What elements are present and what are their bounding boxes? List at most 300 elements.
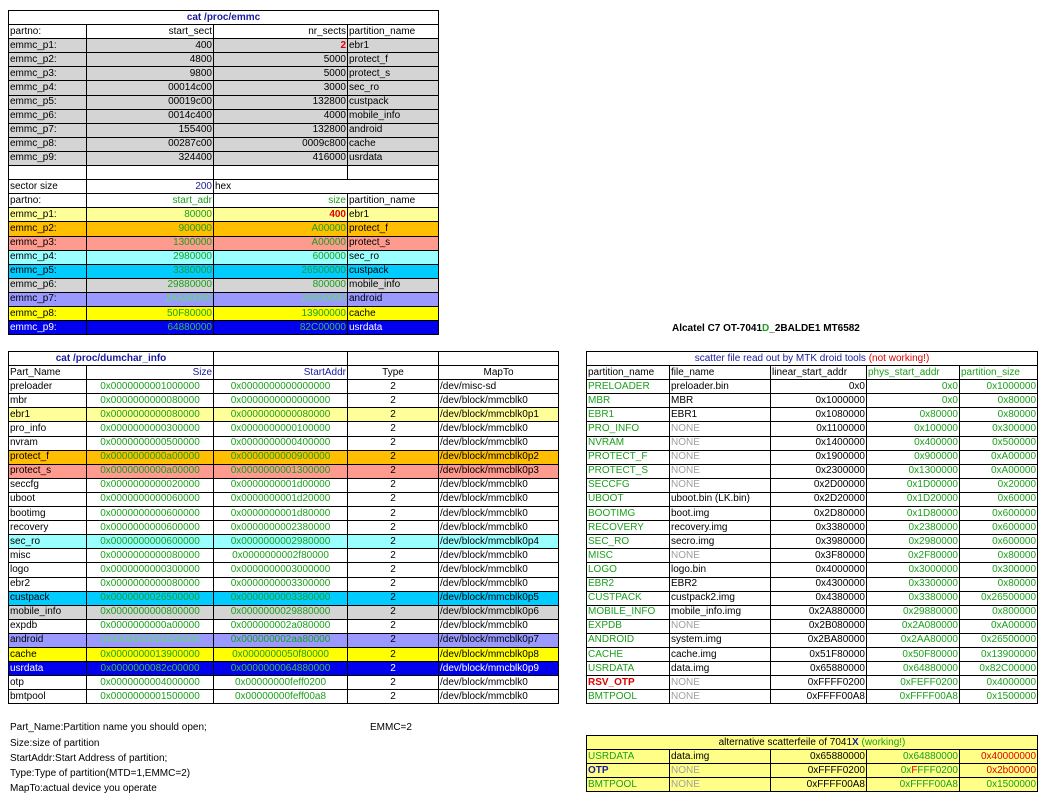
table-cell: 0x0000000050f80000 [214, 647, 348, 661]
table-cell: EBR1 [670, 408, 771, 422]
table-cell: 2AA80000 [87, 292, 214, 306]
table-cell: protect_f [9, 450, 87, 464]
table-cell: EBR2 [670, 577, 771, 591]
table-cell: 0x64880000 [867, 750, 960, 764]
table-cell: 0x600000 [960, 535, 1038, 549]
table-cell: MBR [670, 394, 771, 408]
table-cell: 0x1000000 [771, 394, 867, 408]
table-cell: RECOVERY [587, 521, 670, 535]
table-cell: 0x0000000000600000 [87, 521, 214, 535]
table-cell: 00287c00 [87, 137, 214, 151]
alt-row [587, 764, 1038, 778]
table-cell: protect_s [348, 67, 439, 81]
table-cell: 0x1400000 [771, 436, 867, 450]
table-cell: RSV_OTP [587, 676, 670, 690]
table-cell: 0x0000000082c00000 [87, 662, 214, 676]
emmc-row [9, 151, 439, 165]
table-cell: 80000 [87, 208, 214, 222]
table-cell: 0xA00000 [960, 450, 1038, 464]
table-cell: 0x0000000000500000 [87, 436, 214, 450]
table-cell: 0x100000 [867, 422, 960, 436]
table-cell: 0x0000000000000000 [214, 380, 348, 394]
table-cell: data.img [670, 750, 771, 764]
table-cell: 0x0000000002f80000 [214, 549, 348, 563]
table-cell: 0x4000000 [960, 676, 1038, 690]
table-cell: bootimg [9, 507, 87, 521]
table-cell: 0x0000000000a00000 [87, 619, 214, 633]
table-cell: /dev/block/mmcblk0p5 [439, 591, 559, 605]
emmc-table [8, 10, 439, 335]
table-cell: 0x65880000 [771, 662, 867, 676]
table-cell: custpack [348, 264, 439, 278]
table-cell: 0x2D00000 [771, 478, 867, 492]
table-cell: 26500000 [214, 292, 348, 306]
table-cell: 0x1900000 [771, 450, 867, 464]
table-cell: 0x0000000000a00000 [87, 464, 214, 478]
table-cell: 2 [348, 408, 439, 422]
table-cell: 0x80000 [960, 394, 1038, 408]
dumchar-row [9, 507, 559, 521]
table-cell: 0x0000000000080000 [87, 549, 214, 563]
table-cell: 3380000 [87, 264, 214, 278]
table-cell: 0x3980000 [771, 535, 867, 549]
table-cell: 0x80000 [960, 549, 1038, 563]
emmc-addr-row [9, 306, 439, 320]
table-cell: pro_info [9, 422, 87, 436]
table-cell: 2 [348, 549, 439, 563]
emmc-note: EMMC=2 [370, 722, 412, 733]
table-cell: 0x3300000 [867, 577, 960, 591]
table-cell: NONE [670, 450, 771, 464]
table-cell: mobile_info.img [670, 605, 771, 619]
table-cell: sec_ro [348, 81, 439, 95]
table-cell: 0x3000000 [867, 563, 960, 577]
table-cell: ebr1 [348, 39, 439, 53]
table-cell: 2 [348, 478, 439, 492]
emmc-row [9, 81, 439, 95]
table-cell: 0x2b00000 [960, 764, 1038, 778]
dumchar-table [8, 351, 559, 704]
table-cell: 0x80000 [867, 408, 960, 422]
scatter-title-text: scatter file read out by MTK droid tools [694, 352, 869, 364]
table-cell [439, 352, 559, 366]
table-cell: 0xFFFF00A8 [771, 778, 867, 792]
table-cell: 0x1000000 [960, 380, 1038, 394]
table-cell: /dev/block/mmcblk0p7 [439, 633, 559, 647]
table-cell: /dev/block/mmcblk0p8 [439, 647, 559, 661]
table-cell: CACHE [587, 647, 670, 661]
table-cell: 3000 [214, 81, 348, 95]
table-cell: 0x2F80000 [867, 549, 960, 563]
table-cell: 0x0000000001300000 [214, 464, 348, 478]
emmc-addr-row [9, 222, 439, 236]
table-cell: 2 [348, 380, 439, 394]
table-cell: 0x0000000000800000 [87, 605, 214, 619]
table-cell: 0x0000000003000000 [214, 563, 348, 577]
emmc-row [9, 39, 439, 53]
dumchar-row [9, 591, 559, 605]
scatter-row [587, 380, 1038, 394]
table-cell: 0x1D00000 [867, 478, 960, 492]
table-cell: emmc_p8: [9, 306, 87, 320]
scatter-row [587, 605, 1038, 619]
dumchar-row [9, 436, 559, 450]
table-cell: emmc_p7: [9, 123, 87, 137]
emmc-header2-row [9, 194, 439, 208]
table-cell: USRDATA [587, 662, 670, 676]
table-cell: 0x0000000001d00000 [214, 478, 348, 492]
emmc-addr-row [9, 250, 439, 264]
table-cell: 0x60000 [960, 492, 1038, 506]
table-cell: cache.img [670, 647, 771, 661]
table-cell: 2 [348, 647, 439, 661]
table-cell: 0x0000000000000000 [214, 394, 348, 408]
emmc-addr-row [9, 264, 439, 278]
sector-size-row [9, 180, 439, 194]
table-cell: PRO_INFO [587, 422, 670, 436]
table-cell: /dev/block/mmcblk0 [439, 394, 559, 408]
dumchar-row [9, 408, 559, 422]
table-cell: 0x400000 [867, 436, 960, 450]
table-cell: 0x1500000 [960, 778, 1038, 792]
table-cell: 0x0000000000900000 [214, 450, 348, 464]
table-cell: emmc_p4: [9, 250, 87, 264]
table-cell: 0xFEFF0200 [867, 676, 960, 690]
note-line: MapTo:actual device you operate [10, 783, 157, 794]
table-cell: cache [348, 137, 439, 151]
table-cell: /dev/block/mmcblk0 [439, 619, 559, 633]
dumchar-row [9, 394, 559, 408]
dumchar-row [9, 647, 559, 661]
table-cell: 0x26500000 [960, 591, 1038, 605]
table-cell: 2 [348, 690, 439, 704]
table-cell: 0x0000000000080000 [87, 408, 214, 422]
table-cell: /dev/block/mmcblk0p9 [439, 662, 559, 676]
table-cell: cache [348, 306, 439, 320]
table-cell: A00000 [214, 236, 348, 250]
otp-phys-changed: F [911, 764, 918, 776]
table-cell: 0x1500000 [960, 690, 1038, 704]
table-cell: 4800 [87, 53, 214, 67]
table-cell: 2 [348, 394, 439, 408]
note-line: Size:size of partition [10, 738, 100, 749]
table-cell: 0x0000000000400000 [214, 436, 348, 450]
table-cell: 416000 [214, 151, 348, 165]
column-header: StartAddr [214, 366, 348, 380]
table-cell: 2 [348, 676, 439, 690]
table-cell: 0x3380000 [867, 591, 960, 605]
dumchar-row [9, 535, 559, 549]
scatter-header-row [587, 366, 1038, 380]
table-cell: 0x0000000000600000 [87, 535, 214, 549]
table-cell: 0x2AA80000 [867, 633, 960, 647]
table-cell [348, 166, 439, 180]
dumchar-row [9, 549, 559, 563]
scatter-table [586, 351, 1038, 704]
table-cell: 0x80000 [960, 408, 1038, 422]
table-cell: sec_ro [9, 535, 87, 549]
table-cell: 0x1080000 [771, 408, 867, 422]
table-cell: 0x20000 [960, 478, 1038, 492]
table-cell: secro.img [670, 535, 771, 549]
table-cell: 2 [348, 450, 439, 464]
table-cell: 0x26500000 [960, 633, 1038, 647]
column-header: partition_name [348, 194, 439, 208]
table-cell: 0x0 [867, 380, 960, 394]
table-cell: NONE [670, 619, 771, 633]
scatter-row [587, 535, 1038, 549]
table-cell: 0x2300000 [771, 464, 867, 478]
table-cell: 0x00000000feff0200 [214, 676, 348, 690]
table-cell: 0x80000 [960, 577, 1038, 591]
table-cell: 2 [214, 39, 348, 53]
table-cell: 0x40000000 [960, 750, 1038, 764]
alt-title-working: (working!) [861, 736, 906, 748]
column-header: start_adr [87, 194, 214, 208]
table-cell: 9800 [87, 67, 214, 81]
table-cell: NONE [670, 436, 771, 450]
table-cell: usrdata [348, 151, 439, 165]
column-header: size [214, 194, 348, 208]
column-header: partno: [9, 194, 87, 208]
table-cell: OTP [587, 764, 670, 778]
table-cell: 0x0000000001d80000 [214, 507, 348, 521]
table-cell: android [348, 292, 439, 306]
table-cell: NONE [670, 478, 771, 492]
table-cell: 2 [348, 563, 439, 577]
table-cell: sec_ro [348, 250, 439, 264]
table-cell: 0x0000000001000000 [87, 380, 214, 394]
table-cell: 0x2380000 [867, 521, 960, 535]
scatter-row [587, 422, 1038, 436]
table-cell: 0xFFFF00A8 [771, 690, 867, 704]
table-cell: 132800 [214, 95, 348, 109]
table-cell: 0x0000000000060000 [87, 492, 214, 506]
emmc-addr-row [9, 278, 439, 292]
scatter-row [587, 633, 1038, 647]
table-cell: /dev/block/mmcblk0 [439, 676, 559, 690]
table-cell: ANDROID [587, 633, 670, 647]
table-cell: 0x0000000000300000 [87, 563, 214, 577]
table-cell: 0xFFFF0200 [771, 676, 867, 690]
table-cell: 0x65880000 [771, 750, 867, 764]
table-cell: 0x2B080000 [771, 619, 867, 633]
scatter-row [587, 577, 1038, 591]
table-cell: expdb [9, 619, 87, 633]
table-cell: SECCFG [587, 478, 670, 492]
table-cell: 4000 [214, 109, 348, 123]
table-cell: 0x13900000 [960, 647, 1038, 661]
table-cell: 0x0000000000300000 [87, 422, 214, 436]
emmc-blank-row [9, 166, 439, 180]
table-cell: seccfg [9, 478, 87, 492]
table-cell: 0x0000000001d20000 [214, 492, 348, 506]
column-header: Type [348, 366, 439, 380]
alt-title [587, 736, 1038, 750]
table-cell: 0x0000000002980000 [214, 535, 348, 549]
table-cell: USRDATA [587, 750, 670, 764]
table-cell: /dev/block/mmcblk0 [439, 422, 559, 436]
dumchar-row [9, 577, 559, 591]
note-line: Part_Name:Partition name you should open; [10, 722, 207, 733]
table-cell: /dev/block/mmcblk0p6 [439, 605, 559, 619]
table-cell: 0x2A880000 [771, 605, 867, 619]
table-cell: emmc_p7: [9, 292, 87, 306]
table-cell: emmc_p6: [9, 109, 87, 123]
column-header: partition_name [348, 25, 439, 39]
table-cell: 0x3F80000 [771, 549, 867, 563]
table-cell: 132800 [214, 123, 348, 137]
table-cell: emmc_p2: [9, 53, 87, 67]
table-cell: 2 [348, 591, 439, 605]
table-cell: recovery.img [670, 521, 771, 535]
table-cell: emmc_p5: [9, 95, 87, 109]
table-cell: 2 [348, 464, 439, 478]
table-cell: logo.bin [670, 563, 771, 577]
table-cell: preloader.bin [670, 380, 771, 394]
table-cell: BOOTIMG [587, 507, 670, 521]
column-header: phys_start_addr [867, 366, 960, 380]
scatter-row [587, 436, 1038, 450]
table-cell: 0x4380000 [771, 591, 867, 605]
alt-title-model: X [852, 736, 859, 748]
dumchar-title: cat /proc/dumchar_info [9, 352, 214, 366]
table-cell: NONE [670, 549, 771, 563]
table-cell [87, 166, 214, 180]
table-cell: 0x1D80000 [867, 507, 960, 521]
table-cell: 2 [348, 619, 439, 633]
table-cell: 0x2BA80000 [771, 633, 867, 647]
dumchar-header-row [9, 366, 559, 380]
dumchar-row [9, 690, 559, 704]
table-cell: emmc_p1: [9, 39, 87, 53]
table-cell: emmc_p2: [9, 222, 87, 236]
table-cell: 2 [348, 605, 439, 619]
column-header: Size [87, 366, 214, 380]
table-cell: 0x0000000064880000 [214, 662, 348, 676]
table-cell: 13900000 [214, 306, 348, 320]
emmc-row [9, 53, 439, 67]
emmc-row [9, 109, 439, 123]
column-header: linear_start_addr [771, 366, 867, 380]
table-cell: NVRAM [587, 436, 670, 450]
table-cell: /dev/block/mmcblk0p2 [439, 450, 559, 464]
alt-row [587, 750, 1038, 764]
table-cell: 0x0 [867, 394, 960, 408]
table-cell: 0x0000000004000000 [87, 676, 214, 690]
emmc-row [9, 137, 439, 151]
table-cell: mbr [9, 394, 87, 408]
table-cell [9, 166, 87, 180]
table-cell: BMTPOOL [587, 778, 670, 792]
table-cell: 324400 [87, 151, 214, 165]
table-cell: 0x64880000 [867, 662, 960, 676]
table-cell: 0x0000000002380000 [214, 521, 348, 535]
column-header: start_sect [87, 25, 214, 39]
note-line: StartAddr:Start Address of partition; [10, 753, 168, 764]
emmc-row [9, 95, 439, 109]
table-cell: 00014c00 [87, 81, 214, 95]
table-cell: PROTECT_F [587, 450, 670, 464]
table-cell: usrdata [348, 321, 439, 335]
table-cell: 800000 [214, 278, 348, 292]
table-cell: custpack [348, 95, 439, 109]
table-cell: PROTECT_S [587, 464, 670, 478]
sector-size-value: 200 [87, 180, 214, 194]
table-cell: 0xFFFF0200 [771, 764, 867, 778]
scatter-row [587, 521, 1038, 535]
table-cell: NONE [670, 690, 771, 704]
table-cell: NONE [670, 676, 771, 690]
table-cell: NONE [670, 778, 771, 792]
table-cell: 0x0000000029880000 [214, 605, 348, 619]
table-cell: /dev/block/mmcblk0 [439, 577, 559, 591]
table-cell: data.img [670, 662, 771, 676]
table-cell: usrdata [9, 662, 87, 676]
scatter-row [587, 408, 1038, 422]
table-cell: protect_f [348, 53, 439, 67]
table-cell: 0x300000 [960, 422, 1038, 436]
table-cell: emmc_p3: [9, 236, 87, 250]
table-cell: /dev/block/mmcblk0 [439, 690, 559, 704]
table-cell: 0x0000000000a00000 [87, 450, 214, 464]
table-cell: android [9, 633, 87, 647]
table-cell: 5000 [214, 67, 348, 81]
table-cell: bmtpool [9, 690, 87, 704]
table-cell: 0xFFFF00A8 [867, 690, 960, 704]
table-cell: /dev/block/mmcblk0 [439, 492, 559, 506]
dumchar-row [9, 633, 559, 647]
table-cell: 0x0000000000600000 [87, 507, 214, 521]
table-cell: 0x29880000 [867, 605, 960, 619]
table-cell: android [348, 123, 439, 137]
table-cell: 0x0000000000100000 [214, 422, 348, 436]
alt-scatter-table [586, 735, 1038, 792]
sector-size-label: sector size [9, 180, 87, 194]
emmc-title-row [9, 11, 439, 25]
table-cell: /dev/block/mmcblk0p3 [439, 464, 559, 478]
emmc-title: cat /proc/emmc [9, 11, 439, 25]
table-cell: 0x900000 [867, 450, 960, 464]
table-cell: emmc_p8: [9, 137, 87, 151]
table-cell: 0x4300000 [771, 577, 867, 591]
table-cell: 1300000 [87, 236, 214, 250]
table-cell: 0xFFFF00A8 [867, 778, 960, 792]
table-cell: 0xA00000 [960, 619, 1038, 633]
scatter-row [587, 464, 1038, 478]
table-cell: 26500000 [214, 264, 348, 278]
table-cell: nvram [9, 436, 87, 450]
dumchar-row [9, 619, 559, 633]
table-cell: protect_f [348, 222, 439, 236]
alt-title-row [587, 736, 1038, 750]
table-cell: 0x0 [771, 380, 867, 394]
table-cell: EBR1 [587, 408, 670, 422]
table-cell: 82C00000 [214, 321, 348, 335]
table-cell: 155400 [87, 123, 214, 137]
table-cell: 0x2D20000 [771, 492, 867, 506]
column-header: partno: [9, 25, 87, 39]
note-line: Type:Type of partition(MTD=1,EMMC=2) [10, 768, 191, 779]
dumchar-row [9, 478, 559, 492]
scatter-row [587, 478, 1038, 492]
dumchar-row [9, 662, 559, 676]
table-cell: 0x3380000 [771, 521, 867, 535]
table-cell: uboot.bin (LK.bin) [670, 492, 771, 506]
table-cell: /dev/block/mmcblk0 [439, 478, 559, 492]
dumchar-row [9, 521, 559, 535]
table-cell: /dev/block/mmcblk0 [439, 549, 559, 563]
